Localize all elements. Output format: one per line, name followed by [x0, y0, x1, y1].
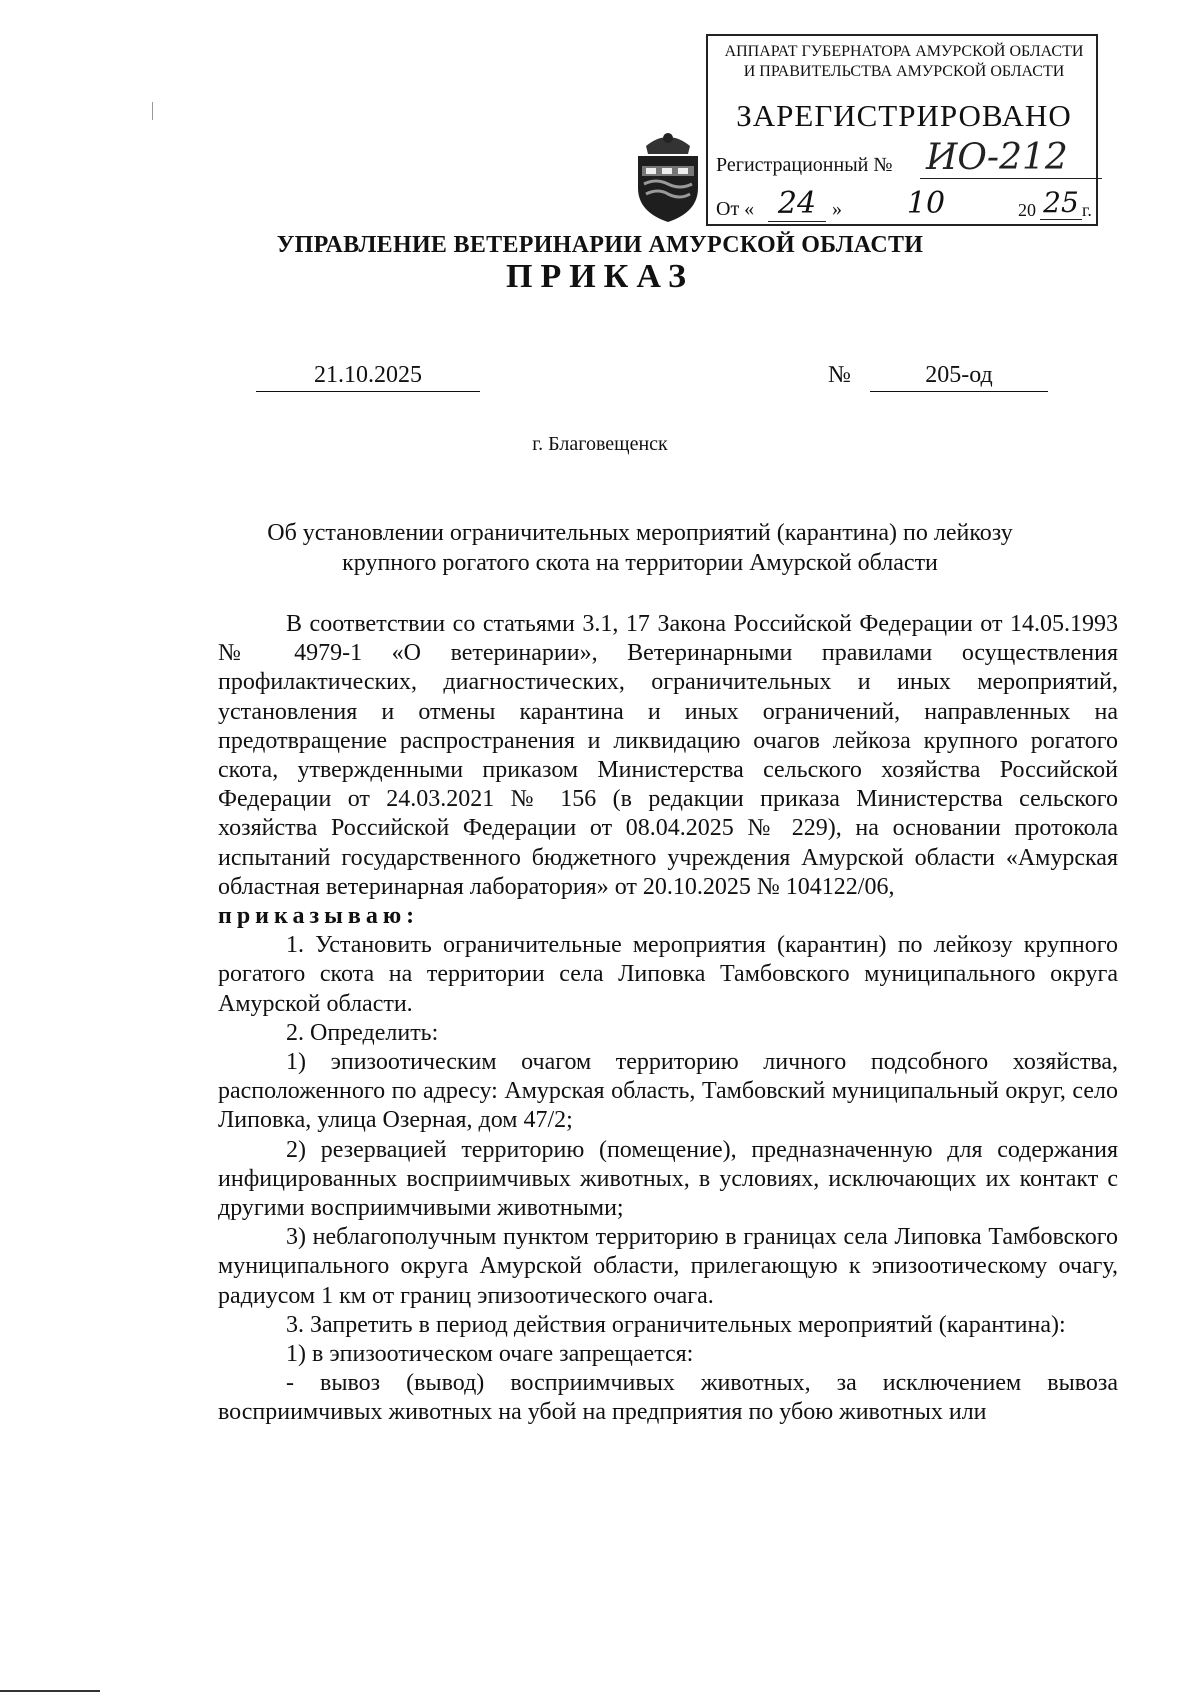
paragraph-1: 1. Установить ограничительные мероприятия (карантин) по лейкозу крупного рогатого скота на территории села Липовка Тамбовского муниципального округа Амурской области.	[218, 932, 1118, 1017]
stamp-date-year: 25	[1040, 186, 1082, 220]
orders-keyword: приказываю:	[218, 903, 420, 930]
stamp-date-day: 24	[768, 186, 826, 222]
stamp-date-prefix: От «	[716, 198, 755, 220]
stamp-organization	[718, 42, 1090, 82]
coat-of-arms-icon	[628, 126, 708, 226]
department-name: УПРАВЛЕНИЕ ВЕТЕРИНАРИИ АМУРСКОЙ ОБЛАСТИ	[276, 232, 924, 258]
order-number-sign: №	[828, 362, 851, 388]
city: г. Благовещенск	[532, 433, 668, 455]
registration-stamp	[706, 34, 1098, 226]
paragraph-3-1-a: - вывоз (вывод) восприимчивых животных, за исключением вывоза восприимчивых животных на убой на предприятия по убою животных или	[218, 1370, 1118, 1426]
scan-mark	[152, 102, 159, 120]
stamp-org-line2: И ПРАВИТЕЛЬСТВА АМУРСКОЙ ОБЛАСТИ	[743, 63, 1065, 80]
scan-edge-line	[0, 1690, 100, 1692]
stamp-date-suffix: г.	[1082, 200, 1092, 220]
stamp-registered: ЗАРЕГИСТРИРОВАНО	[736, 98, 1072, 133]
stamp-org-line1: АППАРАТ ГУБЕРНАТОРА АМУРСКОЙ ОБЛАСТИ	[724, 43, 1084, 60]
stamp-reg-number-value: ИО-212	[920, 138, 1102, 179]
order-subject	[220, 518, 1060, 578]
stamp-date-century: 20	[1018, 200, 1036, 220]
subject-line1: Об установлении ограничительных мероприятий (карантина) по лейкозу	[267, 520, 1013, 546]
paragraph-3-1: 1) в эпизоотическом очаге запрещается:	[286, 1341, 694, 1368]
order-date: 21.10.2025	[256, 362, 480, 392]
paragraph-3: 3. Запретить в период действия ограничительных мероприятий (карантина):	[286, 1311, 1066, 1338]
paragraph-2-1: 1) эпизоотическим очагом территорию личного подсобного хозяйства, расположенного по адресу: Амурская область, Тамбовский муниципальный округ, село Липовка, улица Озерная, дом 47/2;	[218, 1049, 1118, 1134]
subject-line2: крупного рогатого скота на территории Амурской области	[342, 550, 938, 576]
document-type: ПРИКАЗ	[506, 258, 694, 295]
order-body	[218, 610, 1118, 1428]
order-number: 205-од	[870, 362, 1048, 392]
stamp-date-month: 10	[906, 186, 946, 221]
paragraph-2: 2. Определить:	[286, 1019, 439, 1046]
preamble-paragraph: В соответствии со статьями 3.1, 17 Закона Российской Федерации от 14.05.1993 № 4979-1 «О ветеринарии», Ветеринарными правилами осуществления профилактических, диагностических, ограничительных и иных мероприятий, установления и отмены карантина и иных ограничений, направленных на предотвращение распространения и ликвидацию очагов лейкоза крупного рогатого скота, утвержденными приказом Министерства сельского хозяйства Российской Федерации от 24.03.2021 № 156 (в редакции приказа Министерства сельского хозяйства Российской Федерации от 08.04.2025 № 229), на основании протокола испытаний государственного бюджетного учреждения Амурской области «Амурская областная ветеринарная лаборатория» от 20.10.2025 № 104122/06,	[218, 611, 1118, 900]
paragraph-2-3: 3) неблагополучным пунктом территорию в границах села Липовка Тамбовского муниципального округа Амурской области, прилегающую к эпизоотическому очагу, радиусом 1 км от границ эпизоотического очага.	[218, 1224, 1118, 1309]
stamp-date-close: »	[832, 198, 842, 220]
stamp-date	[716, 186, 1096, 222]
paragraph-2-2: 2) резервацией территорию (помещение), предназначенную для содержания инфицированных восприимчивых животных, в условиях, исключающих их контакт с другими восприимчивыми животными;	[218, 1136, 1118, 1222]
stamp-reg-number-label: Регистрационный №	[716, 154, 893, 176]
